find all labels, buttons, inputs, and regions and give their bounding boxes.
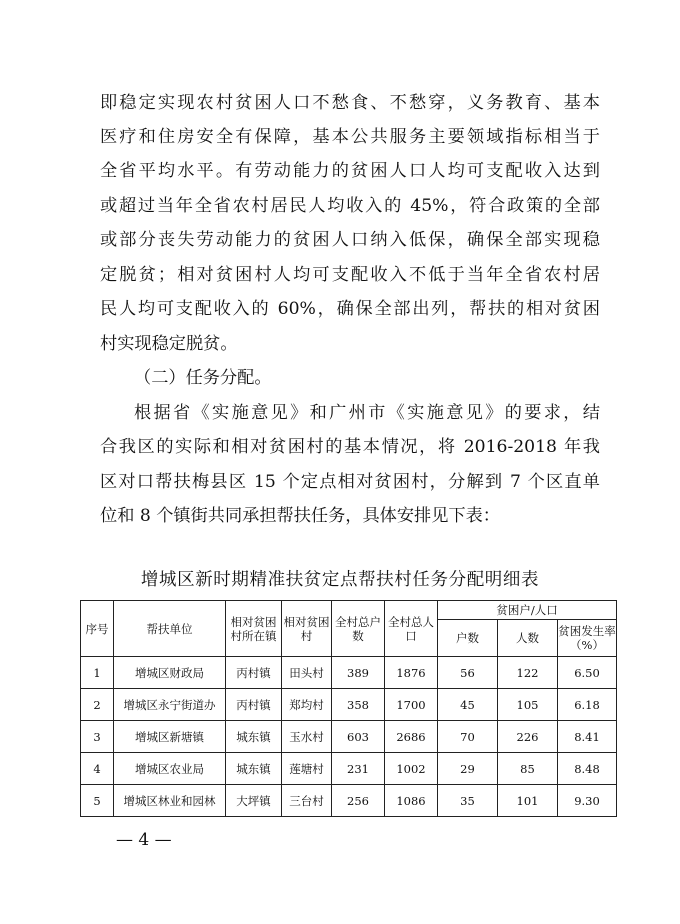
header-town: 相对贫困村所在镇 [226, 601, 282, 657]
cell-poverty-rate: 8.41 [558, 721, 617, 753]
body-line: 合我区的实际和相对贫困村的基本情况，将 2016-2018 年我 [100, 437, 600, 457]
cell-index: 3 [81, 721, 114, 753]
cell-poverty-rate: 8.48 [558, 753, 617, 785]
cell-index: 2 [81, 689, 114, 721]
cell-village: 玉水村 [282, 721, 332, 753]
cell-town: 城东镇 [226, 753, 282, 785]
paragraph-line: 医疗和住房安全有保障，基本公共服务主要领域指标相当于 [100, 127, 600, 147]
cell-poor-households: 29 [438, 753, 498, 785]
table-row [81, 657, 617, 689]
cell-population: 1086 [385, 785, 438, 817]
cell-poor-households: 35 [438, 785, 498, 817]
cell-town: 城东镇 [226, 721, 282, 753]
cell-poor-households: 45 [438, 689, 498, 721]
cell-poverty-rate: 6.50 [558, 657, 617, 689]
header-poverty-rate: 贫困发生率（%） [558, 620, 617, 657]
cell-population: 1002 [385, 753, 438, 785]
cell-poor-households: 70 [438, 721, 498, 753]
allocation-table [80, 600, 617, 817]
cell-poor-households: 56 [438, 657, 498, 689]
cell-unit: 增城区新塘镇 [114, 721, 226, 753]
cell-index: 1 [81, 657, 114, 689]
cell-poverty-rate: 9.30 [558, 785, 617, 817]
cell-unit: 增城区农业局 [114, 753, 226, 785]
cell-town: 大坪镇 [226, 785, 282, 817]
cell-poverty-rate: 6.18 [558, 689, 617, 721]
table-row [81, 721, 617, 753]
paragraph-line: 定脱贫；相对贫困村人均可支配收入不低于当年全省农村居 [100, 265, 600, 285]
cell-village: 三台村 [282, 785, 332, 817]
cell-town: 丙村镇 [226, 657, 282, 689]
header-index: 序号 [81, 601, 114, 657]
header-population: 全村总人口 [385, 601, 438, 657]
cell-unit: 增城区林业和园林 [114, 785, 226, 817]
header-poor-people: 人数 [498, 620, 558, 657]
cell-index: 5 [81, 785, 114, 817]
cell-households: 603 [332, 721, 385, 753]
cell-poor-people: 122 [498, 657, 558, 689]
table-title: 增城区新时期精准扶贫定点帮扶村任务分配明细表 [140, 570, 540, 590]
paragraph-line: 村实现稳定脱贫。 [100, 334, 238, 354]
cell-unit: 增城区财政局 [114, 657, 226, 689]
cell-village: 田头村 [282, 657, 332, 689]
header-households: 全村总户数 [332, 601, 385, 657]
cell-unit: 增城区永宁街道办 [114, 689, 226, 721]
cell-population: 2686 [385, 721, 438, 753]
paragraph-line: 全省平均水平。有劳动能力的贫困人口人均可支配收入达到 [100, 161, 600, 181]
page-number: — 4 — [116, 830, 172, 850]
cell-population: 1876 [385, 657, 438, 689]
cell-population: 1700 [385, 689, 438, 721]
paragraph-line: 民人均可支配收入的 60%，确保全部出列，帮扶的相对贫困 [100, 299, 600, 319]
table-row [81, 689, 617, 721]
cell-index: 4 [81, 753, 114, 785]
cell-poor-people: 101 [498, 785, 558, 817]
cell-households: 389 [332, 657, 385, 689]
table-row [81, 753, 617, 785]
cell-poor-people: 226 [498, 721, 558, 753]
cell-poor-people: 105 [498, 689, 558, 721]
paragraph-line: 即稳定实现农村贫困人口不愁食、不愁穿，义务教育、基本 [100, 93, 600, 113]
section-heading: （二）任务分配。 [134, 368, 272, 388]
cell-households: 231 [332, 753, 385, 785]
table-row [81, 785, 617, 817]
cell-households: 256 [332, 785, 385, 817]
cell-poor-people: 85 [498, 753, 558, 785]
cell-village: 莲塘村 [282, 753, 332, 785]
header-village: 相对贫困村 [282, 601, 332, 657]
paragraph-line: 或超过当年全省农村居民人均收入的 45%，符合政策的全部 [100, 196, 600, 216]
body-line: 位和 8 个镇街共同承担帮扶任务，具体安排见下表： [100, 506, 500, 526]
header-poor-households: 户数 [438, 620, 498, 657]
header-unit: 帮扶单位 [114, 601, 226, 657]
header-poor-group: 贫困户/人口 [438, 601, 617, 620]
cell-town: 丙村镇 [226, 689, 282, 721]
cell-village: 郑均村 [282, 689, 332, 721]
body-line: 区对口帮扶梅县区 15 个定点相对贫困村，分解到 7 个区直单 [100, 472, 600, 492]
paragraph-line: 或部分丧失劳动能力的贫困人口纳入低保，确保全部实现稳 [100, 230, 600, 250]
body-line: 根据省《实施意见》和广州市《实施意见》的要求，结 [134, 403, 600, 423]
cell-households: 358 [332, 689, 385, 721]
